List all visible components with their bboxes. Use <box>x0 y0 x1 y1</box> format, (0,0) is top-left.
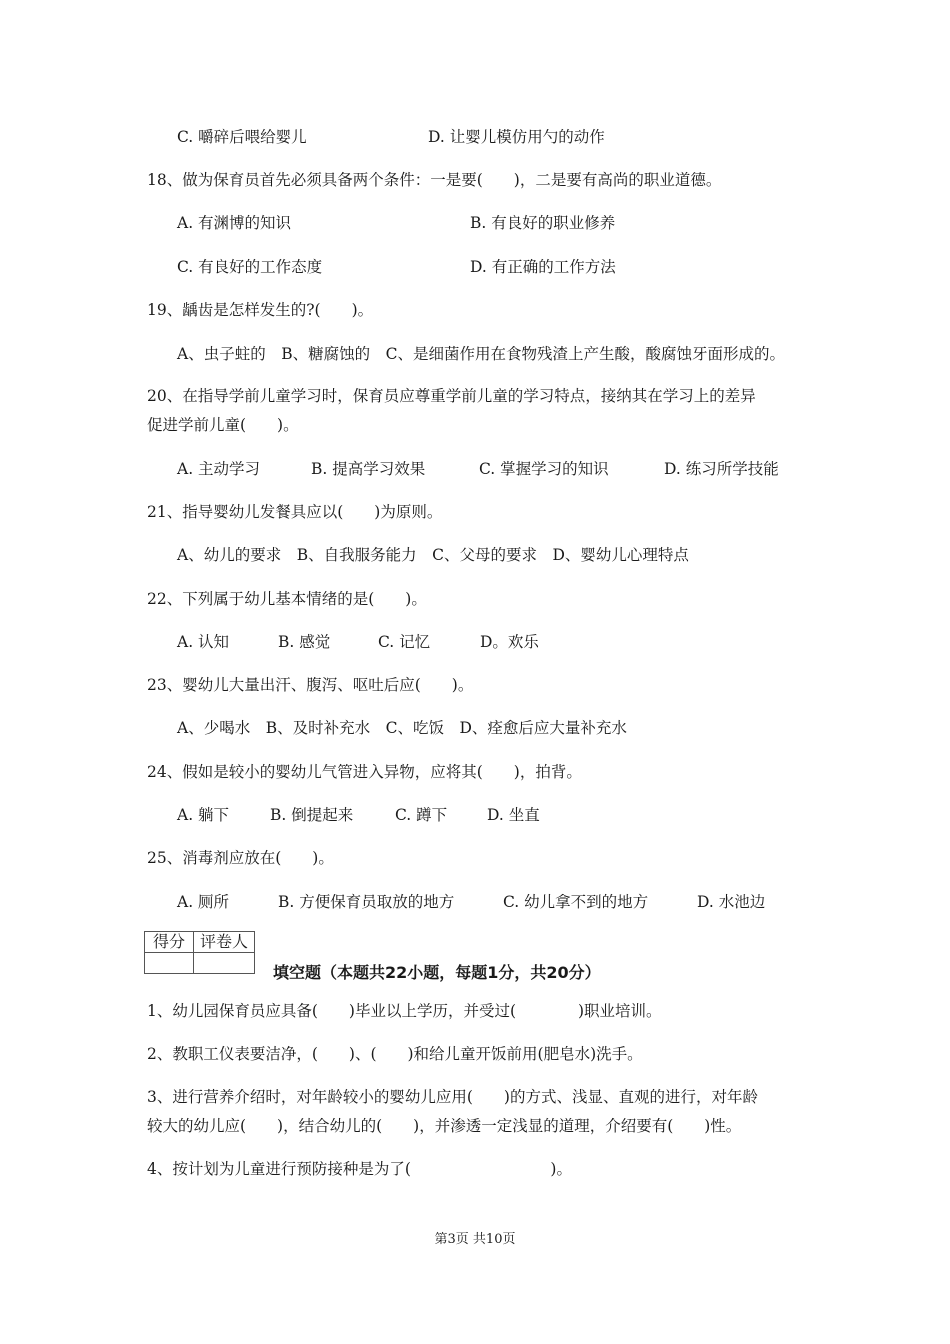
q24-option-b: B. 倒提起来 <box>270 806 354 824</box>
q24-option-a: A. 躺下 <box>177 806 230 824</box>
q23-options: A、少喝水 B、及时补充水 C、吃饭 D、痊愈后应大量补充水 <box>177 719 627 737</box>
q20-option-a: A. 主动学习 <box>177 460 261 478</box>
q22-option-d: D。欢乐 <box>480 633 539 651</box>
q20-text-line2: 促进学前儿童( )。 <box>147 416 299 434</box>
q20-text-line1: 20、在指导学前儿童学习时，保育员应尊重学前儿童的学习特点，接纳其在学习上的差异 <box>147 387 756 405</box>
q20-option-d: D. 练习所学技能 <box>664 460 779 478</box>
fill-3-line2: 较大的幼儿应( )，结合幼儿的( )，并渗透一定浅显的道理，介绍要有( )性。 <box>147 1117 742 1135</box>
q22-option-a: A. 认知 <box>177 633 230 651</box>
q23-text: 23、婴幼儿大量出汗、腹泻、呕吐后应( )。 <box>147 676 474 694</box>
page-footer: 第3页 共10页 <box>434 1232 516 1247</box>
q22-option-c: C. 记忆 <box>378 633 431 651</box>
q17-option-c: C. 嚼碎后喂给婴儿 <box>177 128 307 146</box>
q18-option-b: B. 有良好的职业修养 <box>470 214 616 232</box>
grader-label: 评卷人 <box>194 932 255 953</box>
q24-option-c: C. 蹲下 <box>395 806 448 824</box>
q17-option-d: D. 让婴儿模仿用勺的动作 <box>428 128 605 146</box>
section-title: 填空题（本题共22小题，每题1分，共20分） <box>273 963 601 982</box>
fill-1: 1、幼儿园保育员应具备( )毕业以上学历，并受过( )职业培训。 <box>147 1002 662 1020</box>
fill-2: 2、教职工仪表要洁净，( )、( )和给儿童开饭前用(肥皂水)洗手。 <box>147 1045 643 1063</box>
fill-4: 4、按计划为儿童进行预防接种是为了( )。 <box>147 1160 572 1178</box>
score-cell <box>145 953 194 974</box>
q20-option-c: C. 掌握学习的知识 <box>479 460 609 478</box>
q25-text: 25、消毒剂应放在( )。 <box>147 849 334 867</box>
q20-option-b: B. 提高学习效果 <box>311 460 426 478</box>
q18-option-c: C. 有良好的工作态度 <box>177 258 323 276</box>
q24-text: 24、假如是较小的婴幼儿气管进入异物，应将其( )，拍背。 <box>147 763 582 781</box>
q25-option-d: D. 水池边 <box>697 893 766 911</box>
q19-text: 19、龋齿是怎样发生的?( )。 <box>147 301 374 319</box>
q22-text: 22、下列属于幼儿基本情绪的是( )。 <box>147 590 427 608</box>
q18-option-d: D. 有正确的工作方法 <box>470 258 616 276</box>
q18-text: 18、做为保育员首先必须具备两个条件：一是要( )，二是要有高尚的职业道德。 <box>147 171 722 189</box>
q25-option-a: A. 厕所 <box>177 893 230 911</box>
q21-options: A、幼儿的要求 B、自我服务能力 C、父母的要求 D、婴幼儿心理特点 <box>177 546 689 564</box>
q21-text: 21、指导婴幼儿发餐具应以( )为原则。 <box>147 503 443 521</box>
score-box <box>144 931 255 974</box>
fill-3-line1: 3、进行营养介绍时，对年龄较小的婴幼儿应用( )的方式、浅显、直观的进行，对年龄 <box>147 1088 758 1106</box>
q24-option-d: D. 坐直 <box>487 806 540 824</box>
q22-option-b: B. 感觉 <box>278 633 331 651</box>
q18-option-a: A. 有渊博的知识 <box>177 214 292 232</box>
q19-options: A、虫子蛀的 B、糖腐蚀的 C、是细菌作用在食物残渣上产生酸，酸腐蚀牙面形成的。 <box>177 345 785 363</box>
q25-option-c: C. 幼儿拿不到的地方 <box>503 893 649 911</box>
score-label: 得分 <box>145 932 194 953</box>
q25-option-b: B. 方便保育员取放的地方 <box>278 893 455 911</box>
grader-cell <box>194 953 255 974</box>
